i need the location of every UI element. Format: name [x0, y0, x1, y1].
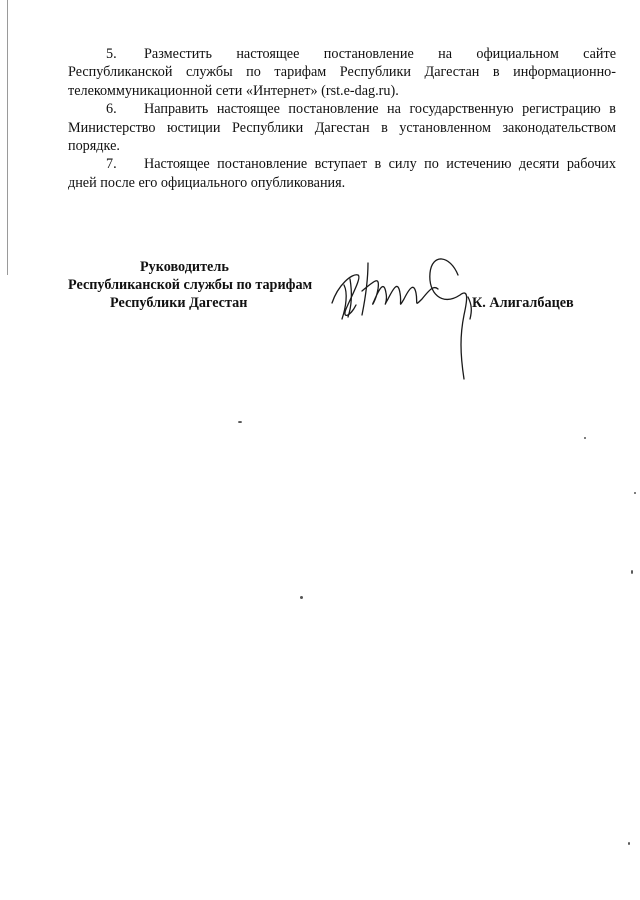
paragraph-number: 6. — [106, 101, 117, 118]
scan-edge-line — [7, 0, 8, 275]
paragraph-text: Разместить настоящее постановление на официальном сайте Республиканской службы по тарифам Республики Дагестан в информационно-телекоммуникационной сети «Интернет» (rst.e-dag.ru). — [68, 46, 616, 99]
signatory-title-line-3: Республики Дагестан — [110, 295, 248, 311]
paragraph-text: Настоящее постановление вступает в силу по истечению десяти рабочих дней после его официального опубликования. — [68, 156, 616, 191]
scan-speck — [631, 570, 633, 574]
scan-speck — [584, 437, 586, 439]
scan-speck — [634, 492, 636, 494]
paragraph-7 — [68, 155, 616, 192]
handwritten-signature — [322, 245, 482, 385]
paragraph-number: 7. — [106, 156, 117, 173]
signatory-title-line-1: Руководитель — [140, 259, 229, 275]
paragraph-number: 5. — [106, 46, 117, 62]
signatory-title-line-2: Республиканской службы по тарифам — [68, 277, 313, 293]
paragraph-6 — [68, 100, 616, 155]
scan-speck — [628, 842, 630, 845]
document-body — [68, 45, 616, 192]
paragraph-5 — [68, 45, 616, 100]
scan-speck — [300, 596, 303, 599]
signatory-name: К. Алигалбацев — [472, 295, 574, 311]
paragraph-text: Направить настоящее постановление на государственную регистрацию в Министерство юстиции Республики Дагестан в установленном законодательством порядке. — [68, 101, 616, 155]
scan-speck — [238, 421, 242, 423]
